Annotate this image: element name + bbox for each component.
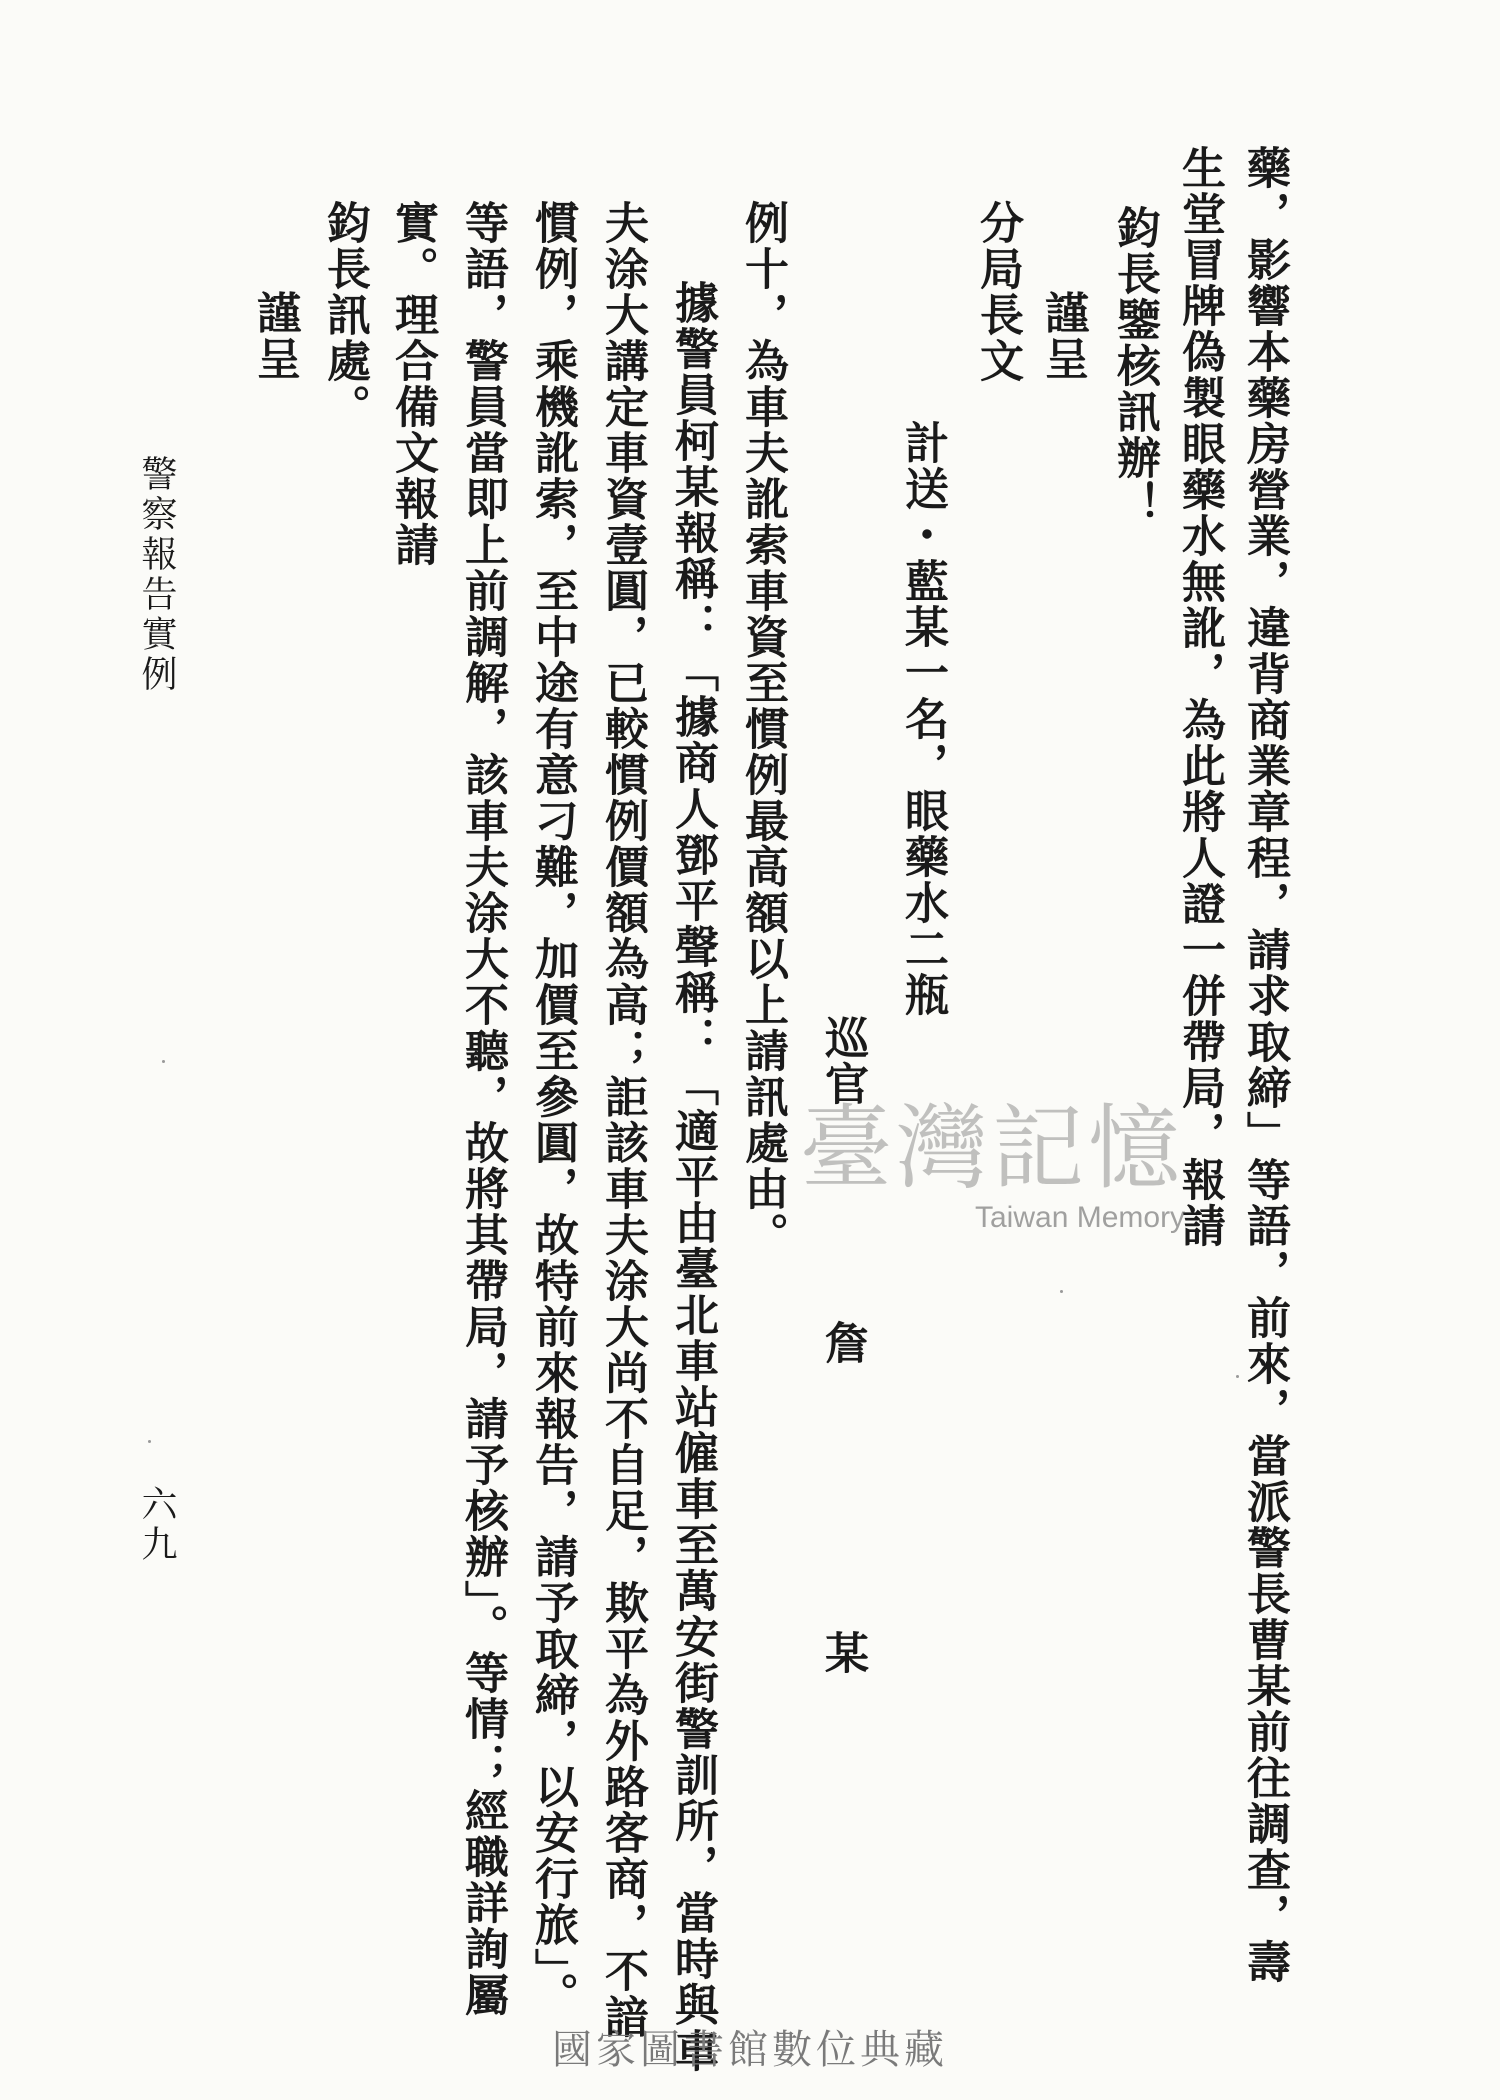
text-column-7: 例十，為車夫訛索車資至慣例最高額以上請訊處由。 xyxy=(737,200,788,1258)
page-number: 六九 xyxy=(136,1485,177,1565)
text-column-10: 慣例，乘機訛索，至中途有意刁難，加價至參圓，故特前來報告，請予取締，以安行旅」。 xyxy=(527,200,578,2018)
text-column-2: 生堂冒牌偽製眼藥水無訛，為此將人證一併帶局，報請 xyxy=(1174,145,1225,1249)
text-column-5: 分局長文 xyxy=(972,200,1023,384)
text-column-13: 鈞長訊處。 xyxy=(319,200,370,430)
text-column-11: 等語，警員當即上前調解，該車夫涂大不聽，故將其帶局，請予核辦」。等情；經職詳詢屬 xyxy=(457,200,508,2018)
text-column-14: 謹呈 xyxy=(249,290,300,382)
scan-speck xyxy=(148,1440,151,1443)
text-column-8: 據警員柯某報稱：「據商人鄧平聲稱：「適平由臺北車站僱車至萬安街警訓所，當時與車 xyxy=(667,280,718,2074)
scan-speck xyxy=(162,1060,165,1063)
signer-name-2: 某 xyxy=(817,1630,868,1676)
scan-speck xyxy=(1236,1375,1239,1378)
watermark-chinese: 臺灣記憶 xyxy=(800,1095,1185,1202)
text-column-1: 藥，影響本藥房營業，違背商業章程，請求取締」等語，前來，當派警長曹某前往調查，壽 xyxy=(1239,145,1290,1985)
scan-speck xyxy=(1060,1290,1063,1293)
text-column-12: 實。理合備文報請 xyxy=(387,200,438,568)
text-column-3: 鈞長鑒核訊辦！ xyxy=(1109,205,1160,527)
taiwan-memory-watermark xyxy=(800,1075,1185,1235)
signer-title: 巡官 xyxy=(817,1015,868,1107)
running-header: 警察報告實例 xyxy=(136,455,177,695)
footer-stamp: 國家圖書館數位典藏 xyxy=(552,2027,948,2073)
text-column-4: 謹呈 xyxy=(1037,290,1088,382)
signer-name-1: 詹 xyxy=(817,1320,868,1366)
watermark-english: Taiwan Memory xyxy=(975,1201,1186,1234)
text-column-9: 夫涂大講定車資壹圓，已較慣例價額為高；詎該車夫涂大尚不自足，欺平為外路客商，不諳 xyxy=(597,200,648,2040)
attachment-line: 計送・藍某一名，眼藥水二瓶 xyxy=(897,420,948,1018)
